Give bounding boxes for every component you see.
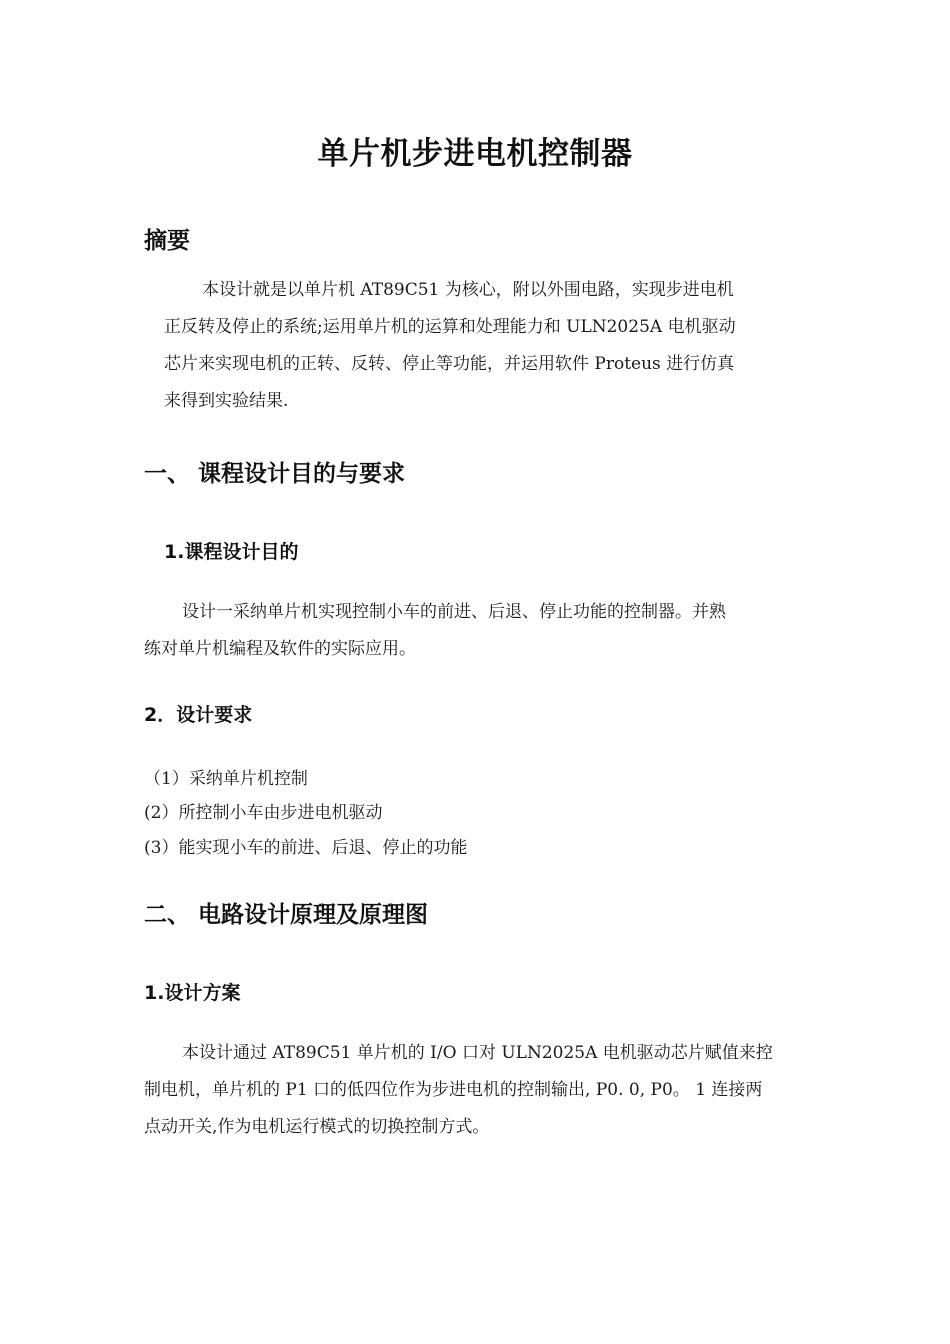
document-title: 单片机步进电机控制器 xyxy=(317,136,633,172)
requirement-item-2: (2）所控制小车由步进电机驱动 xyxy=(144,803,383,823)
abstract-line-2: 正反转及停止的系统;运用单片机的运算和处理能力和 ULN2025A 电机驱动 xyxy=(164,317,736,337)
abstract-paragraph xyxy=(164,272,736,420)
section-2-1-heading: 1.设计方案 xyxy=(144,982,241,1004)
design-plan-line-2: 制电机，单片机的 P1 口的低四位作为步进电机的控制输出, P0. 0, P0。 1 连接两 xyxy=(144,1080,763,1100)
section-2-heading: 二、 电路设计原理及原理图 xyxy=(144,902,429,928)
requirement-item-3: (3）能实现小车的前进、后退、停止的功能 xyxy=(144,838,468,858)
purpose-line-2: 练对单片机编程及软件的实际应用。 xyxy=(144,639,416,659)
abstract-line-4: 来得到实验结果. xyxy=(164,391,289,411)
purpose-paragraph xyxy=(144,594,726,668)
section-1-2-heading: 2．设计要求 xyxy=(144,704,253,726)
abstract-line-3: 芯片来实现电机的正转、反转、停止等功能，并运用软件 Proteus 进行仿真 xyxy=(164,354,735,374)
design-plan-line-3: 点动开关,作为电机运行模式的切换控制方式。 xyxy=(144,1117,490,1137)
abstract-line-1: 本设计就是以单片机 AT89C51 为核心，附以外围电路，实现步进电机 xyxy=(202,280,734,300)
section-1-heading: 一、 课程设计目的与要求 xyxy=(144,461,406,487)
design-plan-paragraph xyxy=(144,1035,773,1146)
design-plan-line-1: 本设计通过 AT89C51 单片机的 I/O 口对 ULN2025A 电机驱动芯片赋值来控 xyxy=(182,1043,773,1063)
section-1-1-heading: 1.课程设计目的 xyxy=(164,541,299,563)
abstract-heading: 摘要 xyxy=(144,228,190,254)
purpose-line-1: 设计一采纳单片机实现控制小车的前进、后退、停止功能的控制器。并熟 xyxy=(182,602,726,622)
requirement-item-1: （1）采纳单片机控制 xyxy=(144,769,308,789)
